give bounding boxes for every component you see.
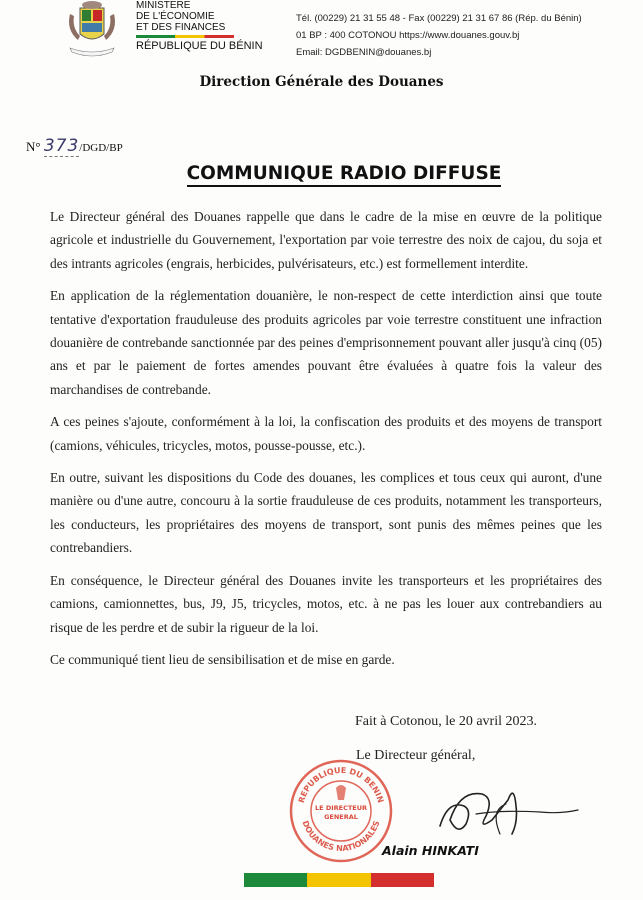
flag-bar — [136, 35, 234, 38]
body-paragraph: Ce communiqué tient lieu de sensibilisation et de mise en garde. — [50, 651, 395, 667]
svg-text:GENERAL: GENERAL — [324, 813, 358, 821]
svg-text:REPUBLIQUE DU BENIN: REPUBLIQUE DU BENIN — [296, 765, 386, 804]
contact-email: Email: DGDBENIN@douanes.bj — [296, 47, 432, 58]
body-paragraph: En conséquence, le Directeur général des Douanes invite les transporteurs et les propriétaires des camions, camionnettes, bus, J9, J5, tricycles, motos, etc. à ne pas les louer aux contrebandiers au risque de les perdre et de subir la rigueur de la loi. — [50, 572, 602, 635]
reference-prefix: N° — [26, 139, 41, 154]
document-body — [50, 205, 602, 680]
document-title — [0, 163, 643, 184]
footer-bar-red — [371, 873, 434, 887]
ministry-line-1: MINISTERE — [136, 0, 191, 11]
letterhead — [0, 0, 643, 70]
footer-flag-bar — [244, 873, 434, 887]
contact-phone-fax: Tél. (00229) 21 31 55 48 - Fax (00229) 21 31 67 86 (Rép. du Bénin) — [296, 13, 582, 24]
footer-bar-green — [244, 873, 307, 887]
signer-name: Alain HINKATI — [382, 843, 479, 858]
coat-of-arms-logo — [62, 0, 122, 62]
body-paragraph: En application de la réglementation douanière, le non-respect de cette interdiction ainsi que toute tentative d'exportation frauduleuse des produits agricoles par voie terrestre constituent une infraction douanière de contrebande sanctionnée par des peines d'emprisonnement pouvant aller jusqu'à cinq (05) ans et par le paiement de fortes amendes pouvant être évaluées à quatre fois la valeur des marchandises de contrebande. — [50, 288, 602, 397]
place-date: Fait à Cotonou, le 20 avril 2023. — [355, 714, 537, 729]
contact-address-web: 01 BP : 400 COTONOU https://www.douanes.gouv.bj — [296, 30, 520, 41]
contact-block — [296, 10, 582, 61]
official-stamp — [288, 758, 394, 864]
body-paragraph: Le Directeur général des Douanes rappelle que dans le cadre de la mise en œuvre de la politique agricole et industrielle du Gouvernement, l'exportation par voie terrestre des noix de cajou, du soja et des intrants agricoles (engrais, herbicides, pulvérisateurs, etc.) est formellement interdite. — [50, 209, 602, 271]
ministry-block — [136, 0, 263, 52]
svg-text:DOUANES NATIONALES: DOUANES NATIONALES — [300, 819, 382, 854]
reference-suffix: /DGD/BP — [79, 142, 123, 154]
document-title-text: COMMUNIQUE RADIO DIFFUSE — [187, 163, 502, 187]
handwritten-signature — [420, 770, 580, 850]
svg-text:LE DIRECTEUR: LE DIRECTEUR — [314, 804, 368, 812]
signer-title: Le Directeur général, — [356, 748, 476, 763]
reference-handwritten-number: 373 — [43, 136, 80, 156]
body-paragraph: A ces peines s'ajoute, conformément à la loi, la confiscation des produits et des moyens de transport (camions, véhicules, tricycles, motos, pousse-pousse, etc.). — [50, 414, 602, 453]
footer-bar-yellow — [307, 873, 370, 887]
ministry-line-2: DE L'ÉCONOMIE — [136, 11, 215, 22]
reference-number — [26, 136, 123, 156]
direction-heading: Direction Générale des Douanes — [199, 74, 444, 90]
country-name: RÉPUBLIQUE DU BÉNIN — [136, 40, 263, 52]
body-paragraph: En outre, suivant les dispositions du Code des douanes, les complices et tous ceux qui auront, d'une manière ou d'une autre, concouru à la sortie frauduleuse de ces produits, notamment les transporteurs, les conducteurs, les propriétaires des moyens de transport, sont punis des mêmes peines que les contrebandiers. — [50, 470, 602, 556]
ministry-line-3: ET DES FINANCES — [136, 22, 226, 33]
